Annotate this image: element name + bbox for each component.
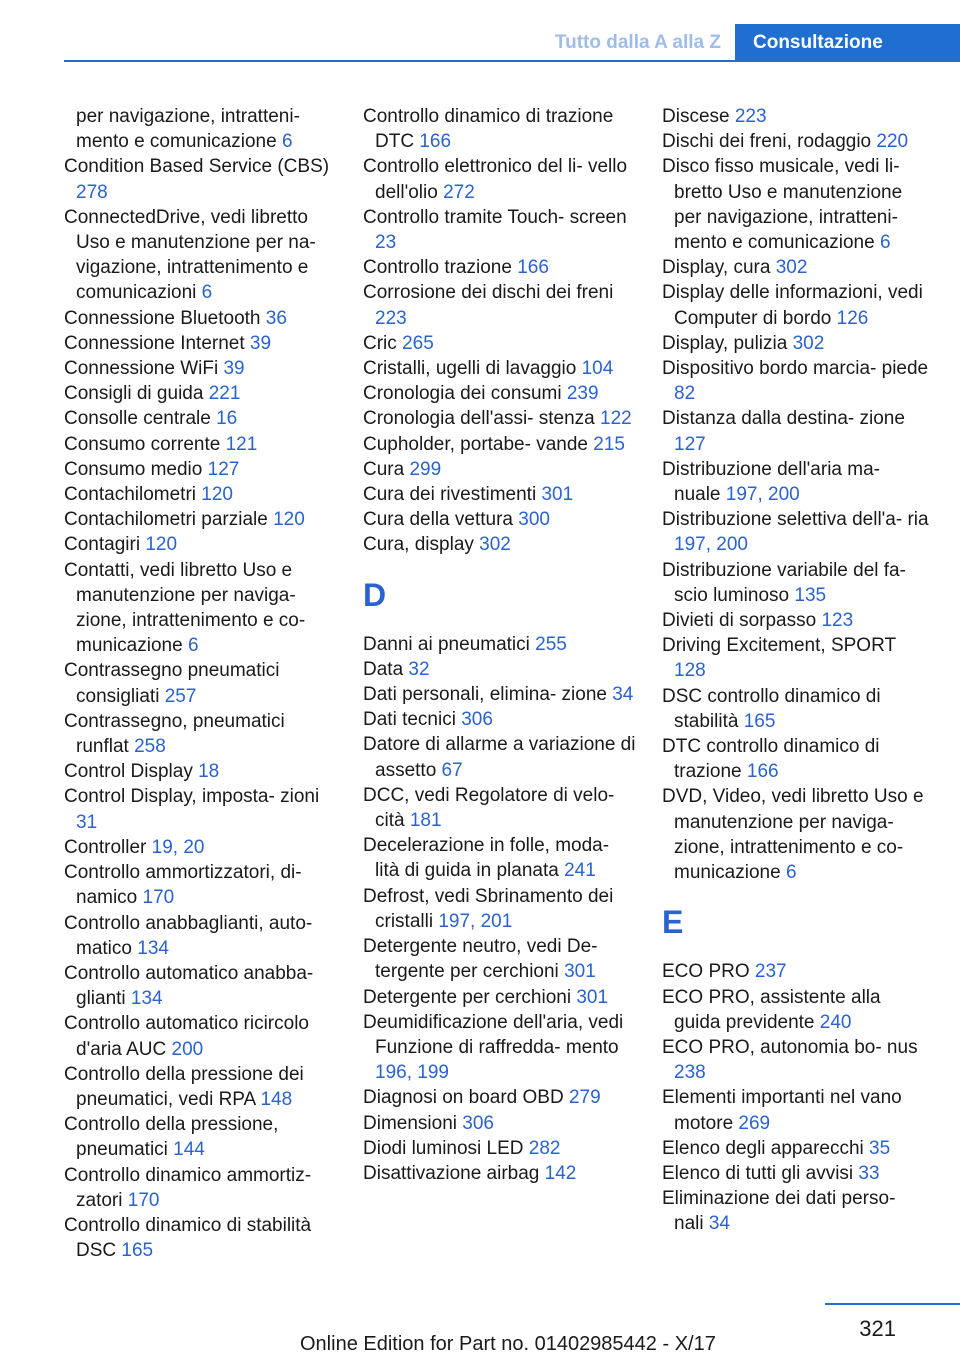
index-entry [64,1213,334,1263]
index-entry [64,1112,334,1162]
page-reference-link[interactable]: 6 [785,862,797,884]
page-reference-link[interactable]: 181 [409,810,442,832]
index-entry-text: Elementi importanti nel vano motore [662,1087,902,1134]
page-reference-link[interactable]: 221 [208,383,241,405]
index-entry-text: Detergente neutro, vedi De- tergente per cerchioni [363,936,598,983]
index-entry-text: DTC controllo dinamico di trazione [662,736,880,783]
page-reference-link[interactable]: 104 [581,358,614,380]
page-reference-link[interactable]: 126 [836,307,869,329]
page-reference-link[interactable]: 67 [441,759,463,781]
edition-footer: Online Edition for Part no. 01402985442 - X/17 [300,1333,716,1355]
index-entry-text: Danni ai pneumatici [363,633,536,655]
index-entry [662,331,930,356]
index-entry [64,205,334,306]
page-reference-link[interactable]: 34 [708,1213,730,1235]
index-entry [64,306,334,331]
page-reference-link[interactable]: 239 [566,383,599,405]
index-entry [363,1161,638,1186]
page-reference-link[interactable]: 306 [462,1112,494,1134]
index-entry [64,154,334,204]
page-reference-link[interactable]: 238 [674,1062,706,1084]
index-entry [363,732,638,782]
index-entry [662,985,930,1035]
index-entry [64,381,334,406]
index-entry-text: Connessione Bluetooth [64,307,266,329]
index-entry [64,507,334,532]
index-entry-text: Disattivazione airbag [363,1162,545,1184]
page-reference-link[interactable]: 197, 200 [725,484,800,506]
page-reference-link[interactable]: 6 [187,635,199,657]
index-entry [662,1035,930,1085]
index-entry [363,985,638,1010]
page-reference-link[interactable]: 302 [792,332,825,354]
index-entry-text: Consumo corrente [64,433,226,455]
index-entry-text: DCC, vedi Regolatore di velo- cità [363,784,615,832]
page-reference-link[interactable]: 265 [402,332,434,354]
index-entry-text: Controllo automatico ricircolo d'aria AUC [64,1013,309,1060]
index-entry [363,356,638,381]
index-entry [363,381,638,406]
page-reference-link[interactable]: 258 [134,736,166,758]
index-entry-text: Dati tecnici [363,709,462,731]
page-reference-link[interactable]: 302 [775,257,808,279]
index-entry [363,657,638,682]
page-reference-link[interactable]: 166 [517,257,549,279]
page-reference-link[interactable]: 166 [419,131,452,153]
index-entry [64,961,334,1011]
index-entry-text: DSC controllo dinamico di stabilità [662,685,881,732]
index-entry [64,1011,334,1061]
page-reference-link[interactable]: 241 [564,860,596,882]
index-entry [363,783,638,833]
index-entry-text: DVD, Video, vedi libretto Uso e manutenzione per naviga- zione, intrattenimento e co- municazione [662,786,924,884]
index-entry-text: Dimensioni [363,1112,463,1134]
page-reference-link[interactable]: 123 [821,610,854,632]
page-reference-link[interactable]: 278 [76,181,108,203]
index-entry-text: Display, pulizia [662,332,793,354]
index-entry-text: Distanza dalla destina- zione [662,408,905,430]
index-entry [363,507,638,532]
index-entry-text: Controllo dinamico ammortiz- zatori [64,1164,312,1211]
index-entry-text: Controllo anabbaglianti, auto- matico [64,912,313,959]
index-column-1 [64,104,334,1263]
index-entry [363,707,638,732]
index-entry [363,406,638,431]
page-reference-link[interactable]: 121 [225,433,258,455]
index-entry-text: Disco fisso musicale, vedi li- bretto Uso e manutenzione per navigazione, intratteni- mento e comunicazione [662,156,903,254]
index-entry-text: Controllo automatico anabba- glianti [64,962,314,1010]
index-entry-text: Corrosione dei dischi dei freni [363,282,614,304]
index-entry-text: Controllo dinamico di trazione DTC [363,106,614,153]
index-entry-text: Distribuzione dell'aria ma- nuale [662,458,880,506]
page-reference-link[interactable]: 6 [879,232,891,254]
index-entry [662,129,930,154]
page-reference-link[interactable]: 6 [201,282,213,304]
page-reference-link[interactable]: 120 [145,534,178,556]
index-entry [363,884,638,934]
index-entry [662,280,930,330]
index-entry-text: Connessione WiFi [64,358,224,380]
index-entry-text: Connessione Internet [64,332,250,354]
page-reference-link[interactable]: 34 [612,684,634,706]
index-entry [363,432,638,457]
index-entry [662,1161,930,1186]
index-entry-text: Cronologia dei consumi [363,383,567,405]
index-entry [64,911,334,961]
index-entry [662,255,930,280]
index-entry-text: Consigli di guida [64,383,209,405]
index-entry-text: Controllo elettronico del li- vello dell'olio [363,156,628,203]
index-entry-text: Display, cura [662,257,776,279]
index-entry-text: Detergente per cerchioni [363,986,577,1008]
index-entry [662,734,930,784]
index-entry-text: Cristalli, ugelli di lavaggio [363,358,582,380]
page-reference-link[interactable]: 144 [173,1139,205,1161]
index-entry-text: Controllo dinamico di stabilità DSC [64,1214,312,1262]
page-reference-link[interactable]: 127 [207,458,240,480]
index-entry [363,1111,638,1136]
index-entry-text: Deumidificazione dell'aria, vedi Funzione di raffredda- mento [363,1011,624,1058]
index-entry [363,457,638,482]
index-entry [363,280,638,330]
index-entry-text: Controllo della pressione, pneumatici [64,1114,279,1161]
page-reference-link[interactable]: 19, 20 [151,836,205,858]
index-entry-text: Contatti, vedi libretto Uso e manutenzione per naviga- zione, intrattenimento e co- municazione [64,559,306,657]
page-reference-link[interactable]: 16 [216,408,238,430]
index-entry [363,632,638,657]
page-reference-link[interactable]: 127 [674,433,706,455]
page-reference-link[interactable]: 299 [409,458,442,480]
index-entry-text: Consumo medio [64,458,208,480]
index-entry [64,784,334,834]
chapter-tab: Consultazione [735,24,960,62]
page-reference-link[interactable]: 282 [528,1137,561,1159]
page-reference-link[interactable]: 23 [375,232,397,254]
page-reference-link[interactable]: 31 [76,811,98,833]
index-entry-text: Divieti di sorpasso [662,610,822,632]
page-reference-link[interactable]: 18 [198,761,220,783]
index-entry-text: ECO PRO [662,961,755,983]
index-entry [363,255,638,280]
index-entry-text: Elenco di tutti gli avvisi [662,1162,859,1184]
index-entry-text: Elenco degli apparecchi [662,1137,870,1159]
index-entry [64,482,334,507]
index-entry-text: Diagnosi on board OBD [363,1087,569,1109]
section-title: Tutto dalla A alla Z [554,32,721,53]
index-letter-heading: E [662,904,684,941]
page-reference-link[interactable]: 215 [593,433,625,455]
page-reference-link[interactable]: 197, 201 [438,910,513,932]
page-reference-link[interactable]: 166 [746,761,779,783]
page-reference-link[interactable]: 135 [794,584,827,606]
page-reference-link[interactable]: 272 [443,181,475,203]
index-entry [662,1136,930,1161]
page-reference-link[interactable]: 120 [273,509,305,531]
index-entry [662,608,930,633]
index-entry-text: Control Display [64,761,199,783]
index-entry [363,331,638,356]
index-entry-text: Cric [363,332,403,354]
index-entry-text: Contrassegno, pneumatici runflat [64,710,285,758]
index-entry [64,356,334,381]
index-entry-text: Distribuzione variabile del fa- scio luminoso [662,559,906,606]
index-entry-text: Contrassegno pneumatici consigliati [64,660,280,707]
page-reference-link[interactable]: 223 [375,307,407,329]
index-entry-text: Dispositivo bordo marcia- piede [662,358,929,380]
index-column-2 [363,104,638,1186]
page-reference-link[interactable]: 33 [858,1162,880,1184]
page-reference-link[interactable]: 301 [576,986,609,1008]
page-reference-link[interactable]: 148 [260,1088,293,1110]
index-entry [662,633,930,683]
index-entry-text: Discese [662,106,735,127]
page-reference-link[interactable]: 240 [819,1011,852,1033]
index-entry [64,432,334,457]
index-entry-text: Dati personali, elimina- zione [363,684,613,706]
page-reference-link[interactable]: 134 [137,937,169,959]
page-number: 321 [859,1316,896,1341]
index-entry-text: Contagiri [64,534,146,556]
index-entry-text: Cronologia dell'assi- stenza [363,408,601,430]
page-reference-link[interactable]: 142 [544,1162,577,1184]
index-column-3 [662,104,930,1237]
page-reference-link[interactable]: 120 [201,484,233,506]
index-entry-text: Display delle informazioni, vedi Computer di bordo [662,282,923,329]
page-reference-link[interactable]: 200 [171,1038,204,1060]
index-entry-text: Control Display, imposta- zioni [64,786,320,808]
page-reference-link[interactable]: 300 [518,509,550,531]
page-reference-link[interactable]: 197, 200 [674,534,748,556]
index-entry [363,482,638,507]
index-entry [363,1136,638,1161]
page-reference-link[interactable]: 257 [164,685,197,707]
index-entry [64,558,334,659]
page-reference-link[interactable]: 82 [674,383,696,405]
page-reference-link[interactable]: 128 [674,660,706,682]
index-entry [363,205,638,255]
index-entry-text: Contachilometri parziale [64,509,274,531]
index-entry-text: ConnectedDrive, vedi libretto Uso e manutenzione per na- vigazione, intrattenimento e comunicazioni [64,206,316,304]
index-entry-text: Diodi luminosi LED [363,1137,529,1159]
index-entry-text: Cura della vettura [363,509,519,531]
page-reference-link[interactable]: 220 [876,131,909,153]
index-entry-text: ECO PRO, autonomia bo- nus [662,1036,918,1058]
index-entry [662,154,930,255]
header-rule [64,60,960,62]
index-entry [363,1085,638,1110]
page-reference-link[interactable]: 165 [121,1240,154,1262]
index-entry [662,558,930,608]
index-entry [662,104,930,129]
page-reference-link[interactable]: 306 [461,709,493,731]
index-entry [64,104,334,154]
index-entry [64,860,334,910]
index-entry [662,1186,930,1236]
index-entry [363,1010,638,1086]
index-entry-text: Distribuzione selettiva dell'a- ria [662,509,929,531]
index-entry [662,959,930,984]
index-entry-text: per navigazione, intratteni- mento e comunicazione [76,106,300,153]
index-entry-text: Controllo trazione [363,257,518,279]
index-entry [64,532,334,557]
index-entry [64,835,334,860]
page-reference-link[interactable]: 6 [281,131,293,153]
index-entry-text: Controllo ammortizzatori, di- namico [64,862,302,909]
index-entry-text: Contachilometri [64,484,202,506]
index-entry-text: Cura [363,458,410,480]
page-reference-link[interactable]: 39 [249,332,272,354]
page-reference-link[interactable]: 170 [142,887,175,909]
page-reference-link[interactable]: 35 [869,1137,891,1159]
index-entry [64,658,334,708]
index-entry-text: Cura dei rivestimenti [363,484,542,506]
index-entry [662,406,930,456]
index-entry-text: Data [363,658,409,680]
footer-rule [825,1303,960,1305]
index-entry-text: Cupholder, portabe- vande [363,433,594,455]
page-reference-link[interactable]: 302 [479,534,511,556]
index-entry [363,833,638,883]
index-entry [662,457,930,507]
index-entry [363,682,638,707]
page-reference-link[interactable]: 255 [535,633,567,655]
index-entry [64,331,334,356]
index-entry-text: Eliminazione dei dati perso- nali [662,1188,896,1235]
index-entry [363,154,638,204]
page-reference-link[interactable]: 301 [541,484,574,506]
index-entry [64,1062,334,1112]
index-entry [363,104,638,154]
index-entry [662,784,930,885]
page-reference-link[interactable]: 269 [738,1112,771,1134]
index-entry [64,759,334,784]
index-entry [662,684,930,734]
index-entry-text: Datore di allarme a variazione di assetto [363,734,636,781]
page-reference-link[interactable]: 122 [600,408,632,430]
page-reference-link[interactable]: 165 [743,710,776,732]
index-entry [64,1163,334,1213]
index-entry-text: Consolle centrale [64,408,217,430]
index-entry-text: Driving Excitement, SPORT [662,635,896,657]
page-reference-link[interactable]: 39 [223,358,245,380]
index-letter-heading: D [363,576,387,613]
index-entry [662,507,930,557]
index-entry-text: Condition Based Service (CBS) [64,156,330,178]
index-entry [64,406,334,431]
page-reference-link[interactable]: 32 [408,658,430,680]
page-reference-link[interactable]: 134 [130,988,163,1010]
index-entry-text: Controllo tramite Touch- screen [363,206,627,228]
index-entry-text: Dischi dei freni, rodaggio [662,131,877,153]
index-entry [662,356,930,406]
index-entry [363,532,638,557]
index-entry-text: Controllo della pressione dei pneumatici, vedi RPA [64,1063,304,1110]
page-reference-link[interactable]: 196, 199 [375,1062,449,1084]
page-reference-link[interactable]: 223 [734,106,767,127]
index-entry-text: Cura, display [363,534,480,556]
page-reference-link[interactable]: 170 [127,1189,160,1211]
page-reference-link[interactable]: 237 [754,961,787,983]
page-reference-link[interactable]: 301 [564,961,596,983]
index-entry [363,934,638,984]
index-entry-text: Decelerazione in folle, moda- lità di guida in planata [363,835,610,882]
index-entry-text: Defrost, vedi Sbrinamento dei cristalli [363,885,614,932]
index-entry [64,709,334,759]
page-reference-link[interactable]: 279 [568,1087,601,1109]
page-reference-link[interactable]: 36 [265,307,287,329]
index-entry-text: Controller [64,836,152,858]
index-entry-text: ECO PRO, assistente alla guida previdente [662,986,881,1033]
index-entry [64,457,334,482]
index-entry [662,1085,930,1135]
